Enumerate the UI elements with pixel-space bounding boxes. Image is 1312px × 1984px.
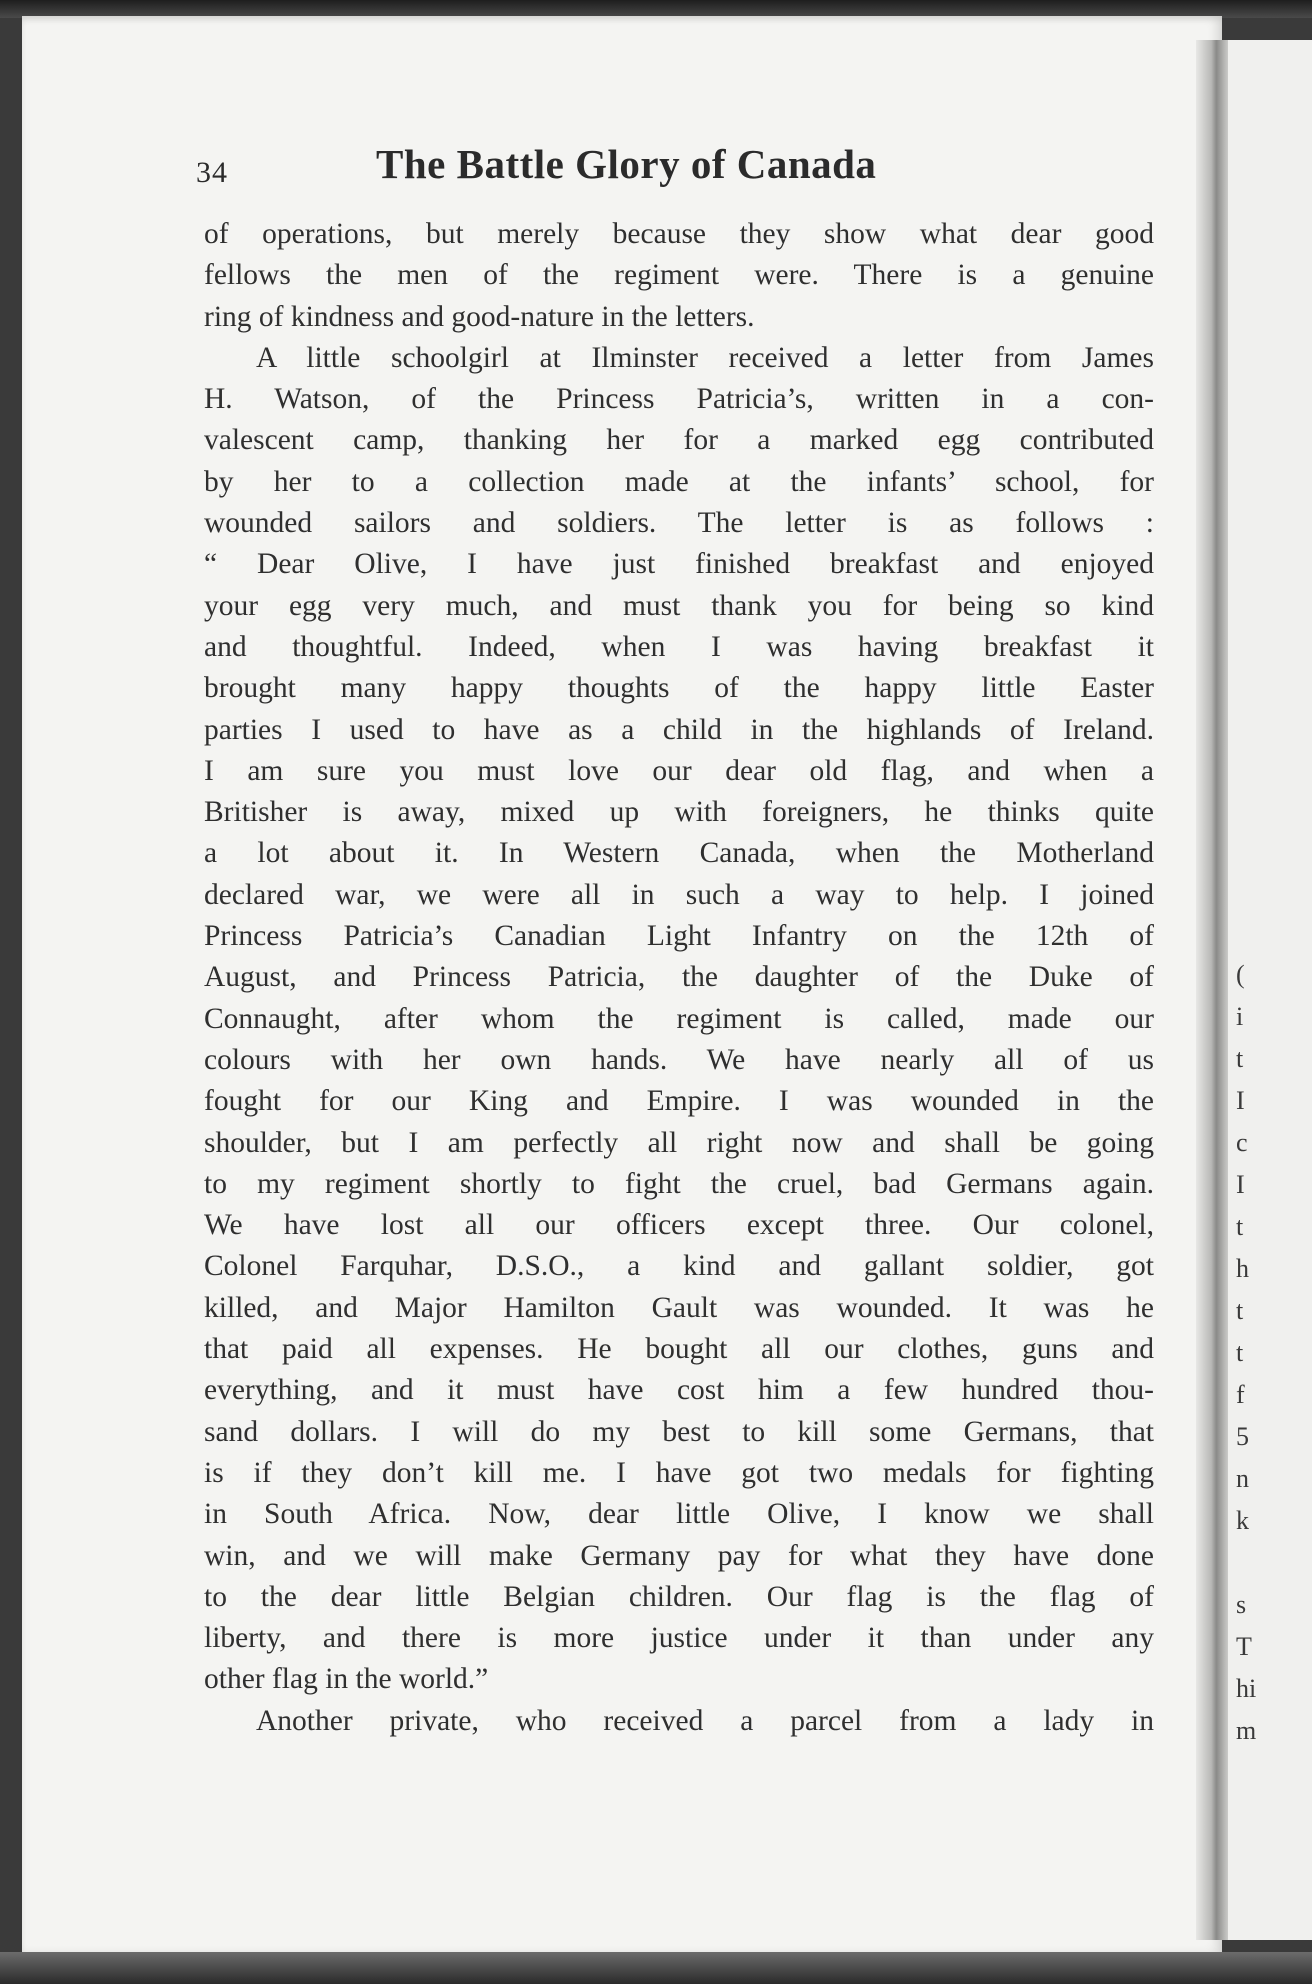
facing-page-fragment: t [1236, 1296, 1244, 1325]
text-line: We have lost all our officers except three. Our colonel, [204, 1209, 1154, 1242]
text-line: to my regiment shortly to fight the cruel, bad Germans again. [204, 1167, 1154, 1200]
text-line: August, and Princess Patricia, the daughter of the Duke of [204, 961, 1154, 994]
book-gutter-shadow [1196, 40, 1230, 1940]
text-line: “ Dear Olive, I have just finished breakfast and enjoyed [204, 548, 1154, 581]
text-line: Connaught, after whom the regiment is called, made our [204, 1002, 1154, 1035]
paragraph-2 [204, 338, 1154, 1701]
text-line: ring of kindness and good-nature in the letters. [204, 300, 755, 333]
text-line: colours with her own hands. We have nearly all of us [204, 1043, 1154, 1076]
text-line: A little schoolgirl at Ilminster received a letter from James [256, 341, 1154, 374]
page-number: 34 [196, 156, 228, 189]
facing-page-fragment: f [1236, 1380, 1245, 1409]
text-line: declared war, we were all in such a way to help. I joined [204, 878, 1154, 911]
facing-page-fragment: 5 [1236, 1422, 1249, 1451]
text-line: to the dear little Belgian children. Our flag is the flag of [204, 1580, 1154, 1613]
text-line: parties I used to have as a child in the highlands of Ireland. [204, 713, 1154, 746]
text-line: wounded sailors and soldiers. The letter is as follows : [204, 507, 1154, 540]
text-line: in South Africa. Now, dear little Olive, I know we shall [204, 1498, 1154, 1531]
facing-page-fragment: c [1236, 1128, 1248, 1157]
text-line: Colonel Farquhar, D.S.O., a kind and gallant soldier, got [204, 1250, 1154, 1283]
text-line: Princess Patricia’s Canadian Light Infantry on the 12th of [204, 920, 1154, 953]
scan-bottom-edge [0, 1952, 1312, 1984]
paragraph-1 [204, 214, 1154, 338]
text-line: sand dollars. I will do my best to kill some Germans, that [204, 1415, 1154, 1448]
text-line: by her to a collection made at the infants’ school, for [204, 465, 1154, 498]
text-line: of operations, but merely because they show what dear good [204, 218, 1154, 250]
facing-page-fragment: I [1236, 1170, 1245, 1199]
facing-page-fragment: h [1236, 1254, 1249, 1283]
text-line: that paid all expenses. He bought all our clothes, guns and [204, 1333, 1154, 1366]
text-line: fellows the men of the regiment were. There is a genuine [204, 259, 1154, 292]
text-line: win, and we will make Germany pay for what they have done [204, 1539, 1154, 1572]
facing-page-fragment: I [1236, 1086, 1245, 1115]
facing-page-fragment: ( [1236, 960, 1245, 989]
facing-page-fragment: k [1236, 1506, 1249, 1535]
text-line: valescent camp, thanking her for a marked egg contributed [204, 424, 1154, 457]
text-line: a lot about it. In Western Canada, when the Motherland [204, 837, 1154, 870]
running-head [196, 140, 1156, 200]
facing-page-fragment: t [1236, 1338, 1244, 1367]
facing-page-fragment: hi [1236, 1674, 1257, 1703]
page-title: The Battle Glory of Canada [376, 141, 877, 187]
body-text [204, 214, 1154, 1742]
text-line: H. Watson, of the Princess Patricia’s, written in a con- [204, 383, 1154, 416]
text-line: fought for our King and Empire. I was wounded in the [204, 1085, 1154, 1118]
text-line: Britisher is away, mixed up with foreigners, he thinks quite [204, 796, 1154, 829]
facing-page-fragment: t [1236, 1212, 1244, 1241]
facing-page-fragment: T [1236, 1632, 1252, 1661]
text-line: is if they don’t kill me. I have got two medals for fighting [204, 1456, 1154, 1489]
text-line: I am sure you must love our dear old flag, and when a [204, 754, 1154, 787]
paragraph-3 [204, 1701, 1154, 1742]
text-line: liberty, and there is more justice under it than under any [204, 1622, 1154, 1655]
facing-page-fragment: t [1236, 1044, 1244, 1073]
text-line: shoulder, but I am perfectly all right now and shall be going [204, 1126, 1154, 1159]
text-line: and thoughtful. Indeed, when I was having breakfast it [204, 630, 1154, 663]
text-line: brought many happy thoughts of the happy little Easter [204, 672, 1154, 705]
text-line: everything, and it must have cost him a few hundred thou- [204, 1374, 1154, 1407]
facing-page-fragment: m [1236, 1716, 1257, 1745]
facing-page-fragment: i [1236, 1002, 1244, 1031]
facing-page-fragment: n [1236, 1464, 1249, 1493]
text-line: killed, and Major Hamilton Gault was wounded. It was he [204, 1291, 1154, 1324]
text-line: your egg very much, and must thank you for being so kind [204, 589, 1154, 622]
facing-page [1228, 40, 1312, 1940]
text-line: other flag in the world.” [204, 1663, 489, 1696]
text-line: Another private, who received a parcel from a lady in [256, 1704, 1154, 1737]
facing-page-fragment: s [1236, 1590, 1247, 1619]
